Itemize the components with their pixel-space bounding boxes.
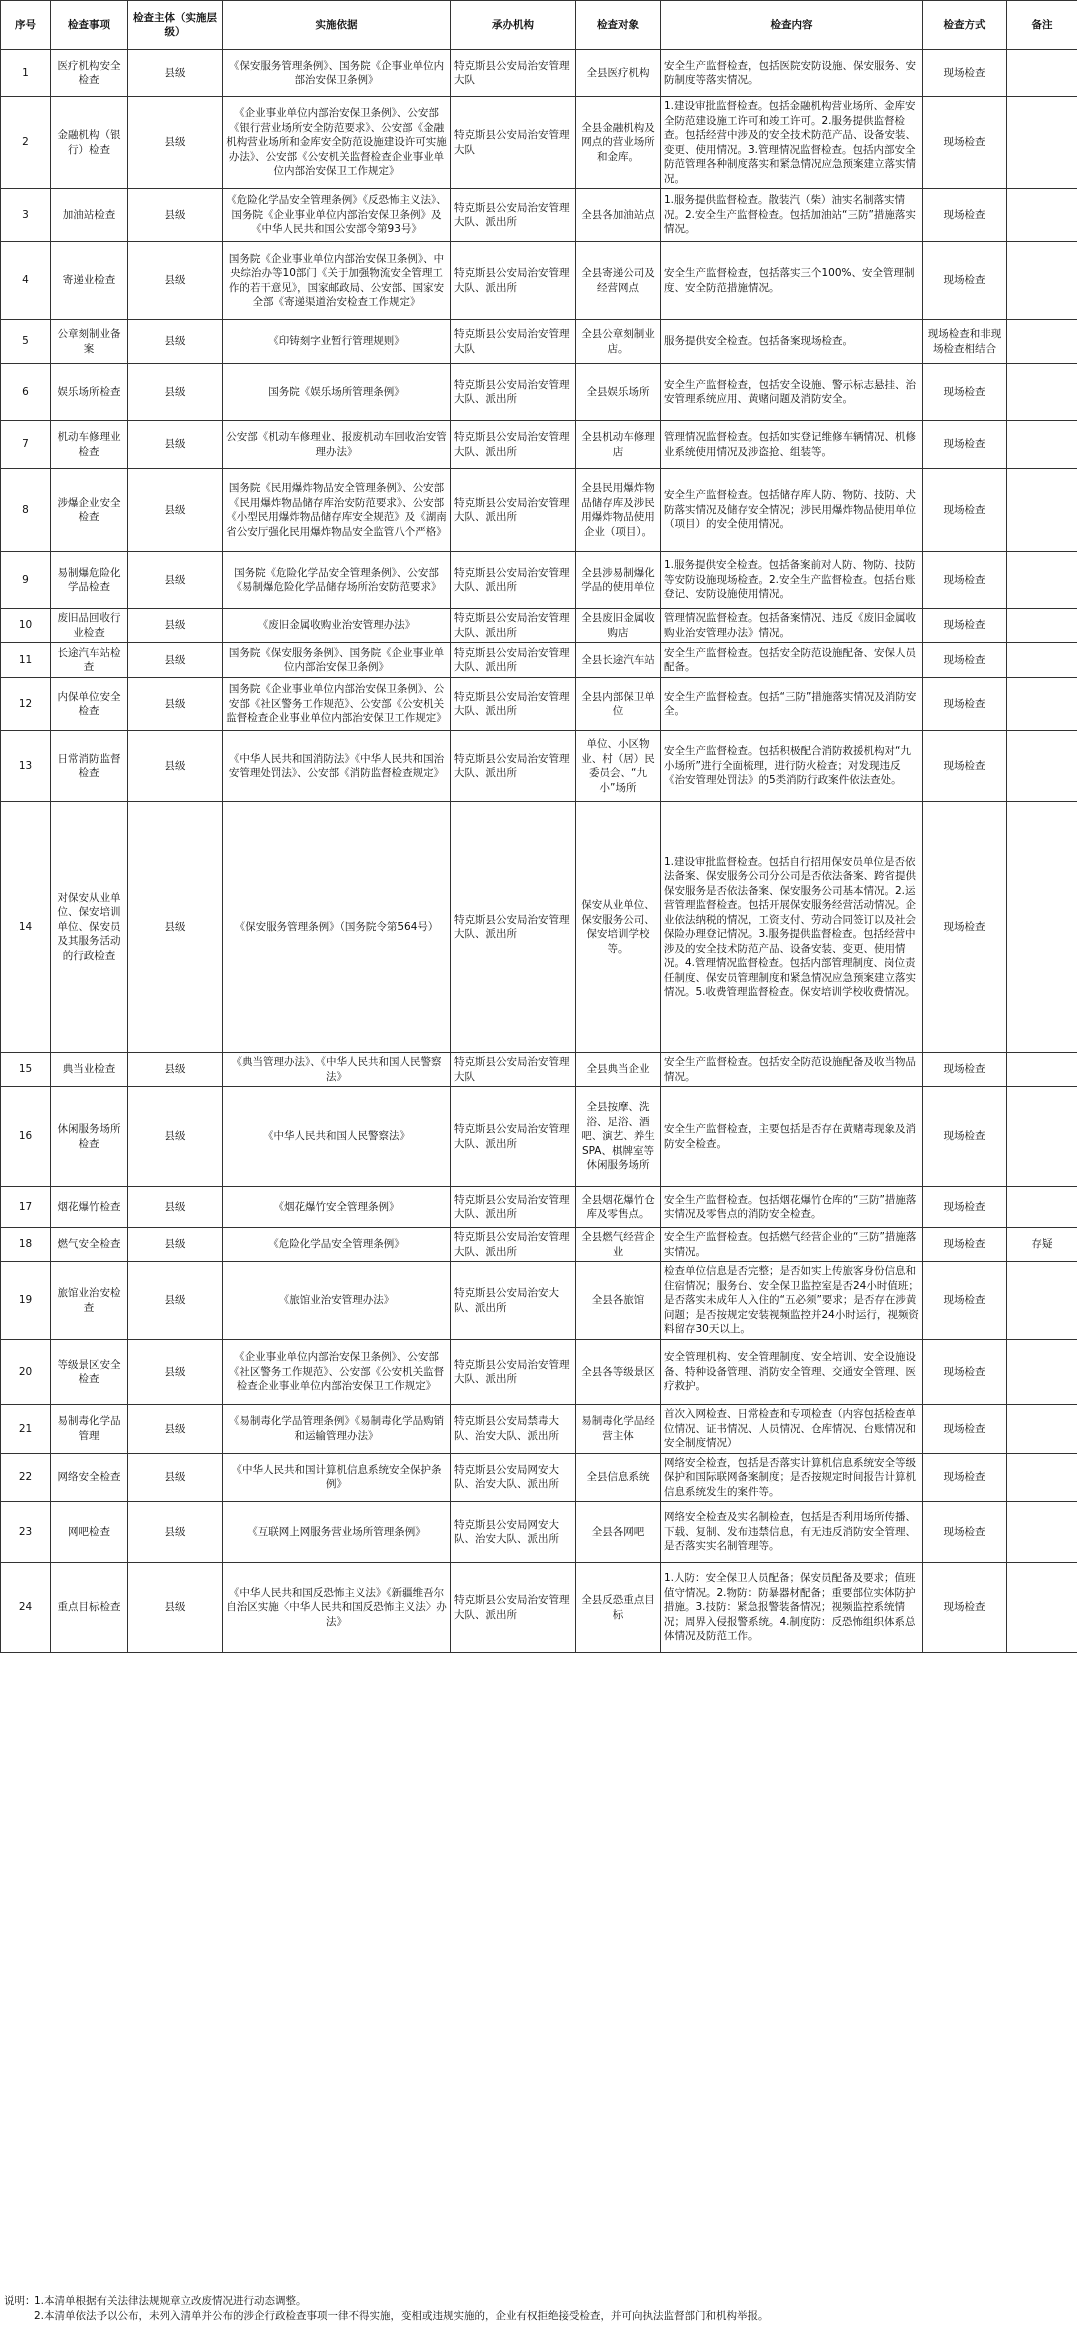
- row-no: 24: [1, 1563, 51, 1653]
- row-item: 易制毒化学品管理: [51, 1405, 128, 1454]
- row-level: 县级: [128, 1228, 223, 1262]
- row-item: 烟花爆竹检查: [51, 1187, 128, 1228]
- row-level: 县级: [128, 50, 223, 97]
- row-note: [1007, 242, 1077, 320]
- row-target: 全县民用爆炸物品储存库及涉民用爆炸物品使用企业（项目）。: [576, 469, 661, 552]
- table-row: [1, 97, 1077, 189]
- row-note: [1007, 1053, 1077, 1087]
- row-item: 重点目标检查: [51, 1563, 128, 1653]
- row-level: 县级: [128, 364, 223, 421]
- row-target: 全县金融机构及网点的营业场所和金库。: [576, 97, 661, 189]
- row-target: 易制毒化学品经营主体: [576, 1405, 661, 1454]
- row-note: [1007, 97, 1077, 189]
- row-target: 全县典当企业: [576, 1053, 661, 1087]
- row-content: 网络安全检查及实名制检查，包括是否利用场所传播、下载、复制、发布违禁信息，有无违反消防安全管理、是否落实实名制管理等。: [661, 1502, 923, 1563]
- row-level: 县级: [128, 189, 223, 242]
- row-no: 14: [1, 802, 51, 1053]
- row-item: 娱乐场所检查: [51, 364, 128, 421]
- row-level: 县级: [128, 643, 223, 678]
- row-target: 全县长途汽车站: [576, 643, 661, 678]
- row-content: 1.服务提供监督检查。散装汽（柴）油实名制落实情况。2.安全生产监督检查。包括加油站“三防”措施落实情况。: [661, 189, 923, 242]
- row-method: 现场检查: [923, 50, 1007, 97]
- table-row: [1, 50, 1077, 97]
- row-org: 特克斯县公安局治安管理大队、派出所: [451, 242, 576, 320]
- row-org: 特克斯县公安局治安管理大队、派出所: [451, 802, 576, 1053]
- row-content: 安全生产监督检查，包括落实三个100%、安全管理制度、安全防范措施情况。: [661, 242, 923, 320]
- row-target: 全县涉易制爆化学品的使用单位: [576, 552, 661, 609]
- row-basis: 公安部《机动车修理业、报废机动车回收治安管理办法》: [223, 421, 451, 469]
- row-basis: 《互联网上网服务营业场所管理条例》: [223, 1502, 451, 1563]
- row-content: 服务提供安全检查。包括备案现场检查。: [661, 320, 923, 364]
- table-row: [1, 1405, 1077, 1454]
- table-row: [1, 1087, 1077, 1187]
- row-content: 安全生产监督检查。包括烟花爆竹仓库的“三防”措施落实情况及零售点的消防安全检查。: [661, 1187, 923, 1228]
- table-row: [1, 678, 1077, 731]
- header-note: 备注: [1007, 1, 1077, 50]
- row-note: [1007, 1187, 1077, 1228]
- row-basis: 《旅馆业治安管理办法》: [223, 1262, 451, 1340]
- row-method: 现场检查: [923, 1262, 1007, 1340]
- row-basis: 《中华人民共和国人民警察法》: [223, 1087, 451, 1187]
- row-level: 县级: [128, 678, 223, 731]
- row-target: 保安从业单位、保安服务公司、保安培训学校等。: [576, 802, 661, 1053]
- row-level: 县级: [128, 1262, 223, 1340]
- table-row: [1, 189, 1077, 242]
- row-org: 特克斯县公安局治安管理大队、派出所: [451, 189, 576, 242]
- row-target: 全县医疗机构: [576, 50, 661, 97]
- row-no: 9: [1, 552, 51, 609]
- row-basis: 国务院《保安服务条例》、国务院《企业事业单位内部治安保卫条例》: [223, 643, 451, 678]
- row-basis: 国务院《危险化学品安全管理条例》、公安部《易制爆危险化学品储存场所治安防范要求》: [223, 552, 451, 609]
- row-content: 管理情况监督检查。包括备案情况、违反《废旧金属收购业治安管理办法》情况。: [661, 609, 923, 643]
- header-target: 检查对象: [576, 1, 661, 50]
- row-content: 1.人防：安全保卫人员配备；保安员配备及要求；值班值守情况。2.物防：防暴器材配备；重要部位实体防护措施。3.技防：紧急报警装备情况；视频监控系统情况；周界入侵报警系统。4.制度防：反恐怖组织体系总体情况及防范工作。: [661, 1563, 923, 1653]
- table-row: [1, 469, 1077, 552]
- table-row: [1, 1502, 1077, 1563]
- row-note: [1007, 802, 1077, 1053]
- row-method: 现场检查: [923, 802, 1007, 1053]
- row-note: [1007, 1502, 1077, 1563]
- row-note: [1007, 731, 1077, 802]
- row-basis: 《中华人民共和国消防法》《中华人民共和国治安管理处罚法》、公安部《消防监督检查规定》: [223, 731, 451, 802]
- row-note: [1007, 643, 1077, 678]
- row-target: 全县内部保卫单位: [576, 678, 661, 731]
- table-row: [1, 802, 1077, 1053]
- row-content: 1.服务提供安全检查。包括备案前对人防、物防、技防等安防设施现场检查。2.安全生产监督检查。包括台账登记、安防设施使用情况。: [661, 552, 923, 609]
- row-method: 现场检查: [923, 1340, 1007, 1405]
- row-org: 特克斯县公安局治安管理大队、派出所: [451, 469, 576, 552]
- row-level: 县级: [128, 1563, 223, 1653]
- row-item: 典当业检查: [51, 1053, 128, 1087]
- row-item: 加油站检查: [51, 189, 128, 242]
- row-basis: 国务院《企业事业单位内部治安保卫条例》、中央综治办等10部门《关于加强物流安全管理工作的若干意见》，国家邮政局、公安部、国家安全部《寄递渠道治安检查工作规定》: [223, 242, 451, 320]
- row-level: 县级: [128, 469, 223, 552]
- row-no: 20: [1, 1340, 51, 1405]
- row-note: [1007, 609, 1077, 643]
- row-content: 1.建设审批监督检查。包括金融机构营业场所、金库安全防范建设施工许可和竣工许可。2.服务提供监督检查。包括经营中涉及的安全技术防范产品、设备安装、变更、使用情况。3.管理情况监督检查。包括内部安全防范管理各种制度落实和紧急情况应急预案建立落实情况。: [661, 97, 923, 189]
- row-method: 现场检查: [923, 364, 1007, 421]
- row-item: 内保单位安全检查: [51, 678, 128, 731]
- header-basis: 实施依据: [223, 1, 451, 50]
- row-method: 现场检查: [923, 1228, 1007, 1262]
- note-row: [4, 2294, 1074, 2309]
- row-item: 长途汽车站检查: [51, 643, 128, 678]
- row-level: 县级: [128, 97, 223, 189]
- row-item: 休闲服务场所检查: [51, 1087, 128, 1187]
- row-method: 现场检查: [923, 1053, 1007, 1087]
- row-note: [1007, 469, 1077, 552]
- row-method: 现场检查: [923, 1563, 1007, 1653]
- row-org: 特克斯县公安局治安管理大队、派出所: [451, 364, 576, 421]
- row-item: 等级景区安全检查: [51, 1340, 128, 1405]
- row-method: 现场检查: [923, 1502, 1007, 1563]
- row-item: 公章刻制业备案: [51, 320, 128, 364]
- row-basis: 《企业事业单位内部治安保卫条例》、公安部《社区警务工作规范》、公安部《公安机关监督检查企业事业单位内部治安保卫工作规定》: [223, 1340, 451, 1405]
- row-method: 现场检查: [923, 469, 1007, 552]
- row-item: 网络安全检查: [51, 1453, 128, 1502]
- row-content: 1.建设审批监督检查。包括自行招用保安员单位是否依法备案、保安服务公司分公司是否依法备案、跨省提供保安服务是否依法备案、保安服务公司基本情况。2.运营管理监督检查。包括开展保安服务经营活动情况。企业依法纳税的情况，工资支付、劳动合同签订以及社会保险办理登记情况。3.服务提供监督检查。包括经营中涉及的安全技术防范产品、设备安装、变更、使用情况。4.管理情况监督检查。包括内部管理制度、岗位责任制度、保安员管理制度和紧急情况应急预案建立落实情况。5.收费管理监督检查。保安培训学校收费情况。: [661, 802, 923, 1053]
- notes-label: 说明：: [4, 2295, 36, 2307]
- row-basis: 《易制毒化学品管理条例》《易制毒化学品购销和运输管理办法》: [223, 1405, 451, 1454]
- row-basis: 《烟花爆竹安全管理条例》: [223, 1187, 451, 1228]
- row-target: 全县按摩、洗浴、足浴、酒吧、演艺、养生SPA、棋牌室等休闲服务场所: [576, 1087, 661, 1187]
- row-no: 16: [1, 1087, 51, 1187]
- row-note: [1007, 364, 1077, 421]
- row-content: 安全生产监督检查。包括燃气经营企业的“三防”措施落实情况。: [661, 1228, 923, 1262]
- row-target: 全县机动车修理店: [576, 421, 661, 469]
- header-org: 承办机构: [451, 1, 576, 50]
- row-note: [1007, 1087, 1077, 1187]
- row-org: 特克斯县公安局治安管理大队: [451, 97, 576, 189]
- row-level: 县级: [128, 552, 223, 609]
- row-no: 3: [1, 189, 51, 242]
- table-row: [1, 242, 1077, 320]
- table-row: [1, 320, 1077, 364]
- row-basis: 《危险化学品安全管理条例》《反恐怖主义法》、国务院《企业事业单位内部治安保卫条例》及《中华人民共和国公安部令第93号》: [223, 189, 451, 242]
- table-row: [1, 1453, 1077, 1502]
- header-no: 序号: [1, 1, 51, 50]
- table-row: [1, 421, 1077, 469]
- header-item: 检查事项: [51, 1, 128, 50]
- row-note: [1007, 421, 1077, 469]
- row-target: 全县各旅馆: [576, 1262, 661, 1340]
- row-no: 6: [1, 364, 51, 421]
- row-content: 安全生产监督检查。包括积极配合消防救援机构对“九小场所”进行全面梳理，进行防火检查；对发现违反《治安管理处罚法》的5类消防行政案件依法查处。: [661, 731, 923, 802]
- row-org: 特克斯县公安局治安管理大队: [451, 1053, 576, 1087]
- row-no: 5: [1, 320, 51, 364]
- row-method: 现场检查: [923, 678, 1007, 731]
- row-org: 特克斯县公安局治安管理大队、派出所: [451, 1187, 576, 1228]
- row-no: 10: [1, 609, 51, 643]
- row-level: 县级: [128, 1340, 223, 1405]
- row-method: 现场检查和非现场检查相结合: [923, 320, 1007, 364]
- row-target: 单位、小区物业、村（居）民委员会、“九小”场所: [576, 731, 661, 802]
- row-item: 易制爆危险化学品检查: [51, 552, 128, 609]
- row-basis: 国务院《企业事业单位内部治安保卫条例》、公安部《社区警务工作规范》、公安部《公安机关监督检查企业事业单位内部治安保卫工作规定》: [223, 678, 451, 731]
- row-item: 燃气安全检查: [51, 1228, 128, 1262]
- row-note: [1007, 552, 1077, 609]
- row-no: 18: [1, 1228, 51, 1262]
- row-level: 县级: [128, 421, 223, 469]
- row-org: 特克斯县公安局治安管理大队、派出所: [451, 609, 576, 643]
- row-no: 21: [1, 1405, 51, 1454]
- note-line: 2.本清单依法予以公布，未列入清单并公布的涉企行政检查事项一律不得实施，变相或违规实施的，企业有权拒绝接受检查，并可向执法监督部门和机构举报。: [34, 2310, 769, 2322]
- row-method: 现场检查: [923, 421, 1007, 469]
- row-org: 特克斯县公安局治安管理大队、派出所: [451, 421, 576, 469]
- row-method: 现场检查: [923, 552, 1007, 609]
- row-no: 11: [1, 643, 51, 678]
- row-level: 县级: [128, 1053, 223, 1087]
- row-basis: 《企业事业单位内部治安保卫条例》、公安部《银行营业场所安全防范要求》、公安部《金融机构营业场所和金库安全防范设施建设许可实施办法》、公安部《公安机关监督检查企业事业单位内部治安保卫工作规定》: [223, 97, 451, 189]
- row-method: 现场检查: [923, 242, 1007, 320]
- row-content: 安全管理机构、安全管理制度、安全培训、安全设施设备、特种设备管理、消防安全管理、交通安全管理、医疗救护。: [661, 1340, 923, 1405]
- row-basis: 国务院《娱乐场所管理条例》: [223, 364, 451, 421]
- row-method: 现场检查: [923, 731, 1007, 802]
- table-row: [1, 1340, 1077, 1405]
- row-content: 安全生产监督检查，包括医院安防设施、保安服务、安防制度等落实情况。: [661, 50, 923, 97]
- row-content: 检查单位信息是否完整；是否如实上传旅客身份信息和住宿情况；服务台、安全保卫监控室是否24小时值班；是否落实未成年人入住的“五必须”要求；是否存在涉黄问题；是否按规定安装视频监控并24小时运行，视频资料留存30天以上。: [661, 1262, 923, 1340]
- row-org: 特克斯县公安局网安大队、治安大队、派出所: [451, 1502, 576, 1563]
- row-item: 旅馆业治安检查: [51, 1262, 128, 1340]
- row-note: [1007, 189, 1077, 242]
- row-org: 特克斯县公安局治安管理大队、派出所: [451, 678, 576, 731]
- row-content: 首次入网检查、日常检查和专项检查（内容包括检查单位情况、证书情况、人员情况、仓库情况、台账情况和安全制度情况）: [661, 1405, 923, 1454]
- row-content: 安全生产监督检查，主要包括是否存在黄赌毒现象及消防安全检查。: [661, 1087, 923, 1187]
- row-no: 2: [1, 97, 51, 189]
- table-row: [1, 1187, 1077, 1228]
- row-level: 县级: [128, 1502, 223, 1563]
- notes: [4, 2294, 1074, 2324]
- note-row: [4, 2309, 1074, 2324]
- header-content: 检查内容: [661, 1, 923, 50]
- row-item: 网吧检查: [51, 1502, 128, 1563]
- row-basis: 国务院《民用爆炸物品安全管理条例》、公安部《民用爆炸物品储存库治安防范要求》、公安部《小型民用爆炸物品储存库安全规范》及《湖南省公安厅强化民用爆炸物品安全监管八个严格》: [223, 469, 451, 552]
- row-method: 现场检查: [923, 1087, 1007, 1187]
- row-target: 全县反恐重点目标: [576, 1563, 661, 1653]
- row-level: 县级: [128, 1453, 223, 1502]
- row-org: 特克斯县公安局治安管理大队、派出所: [451, 552, 576, 609]
- row-item: 金融机构（银行）检查: [51, 97, 128, 189]
- row-basis: 《危险化学品安全管理条例》: [223, 1228, 451, 1262]
- row-level: 县级: [128, 320, 223, 364]
- row-target: 全县娱乐场所: [576, 364, 661, 421]
- row-content: 管理情况监督检查。包括如实登记维修车辆情况、机修业系统使用情况及涉盗抢、组装等。: [661, 421, 923, 469]
- row-basis: 《保安服务管理条例》、国务院《企事业单位内部治安保卫条例》: [223, 50, 451, 97]
- table-row: [1, 1563, 1077, 1653]
- row-no: 17: [1, 1187, 51, 1228]
- row-no: 4: [1, 242, 51, 320]
- row-org: 特克斯县公安局治安管理大队: [451, 50, 576, 97]
- row-no: 19: [1, 1262, 51, 1340]
- note-line: 1.本清单根据有关法律法规规章立改废情况进行动态调整。: [34, 2295, 307, 2307]
- row-level: 县级: [128, 1405, 223, 1454]
- row-level: 县级: [128, 609, 223, 643]
- row-note: [1007, 1453, 1077, 1502]
- row-no: 1: [1, 50, 51, 97]
- row-target: 全县公章刻制业店。: [576, 320, 661, 364]
- row-item: 涉爆企业安全检查: [51, 469, 128, 552]
- row-item: 对保安从业单位、保安培训单位、保安员及其服务活动的行政检查: [51, 802, 128, 1053]
- row-content: 安全生产监督检查。包括安全防范设施配备及收当物品情况。: [661, 1053, 923, 1087]
- row-org: 特克斯县公安局治安管理大队、派出所: [451, 1340, 576, 1405]
- row-content: 网络安全检查，包括是否落实计算机信息系统安全等级保护和国际联网备案制度；是否按规定时间报告计算机信息系统发生的案件等。: [661, 1453, 923, 1502]
- row-note: [1007, 1340, 1077, 1405]
- table-row: [1, 1228, 1077, 1262]
- row-item: 寄递业检查: [51, 242, 128, 320]
- row-no: 22: [1, 1453, 51, 1502]
- row-basis: 《中华人民共和国计算机信息系统安全保护条例》: [223, 1453, 451, 1502]
- row-no: 12: [1, 678, 51, 731]
- row-content: 安全生产监督检查。包括安全防范设施配备、安保人员配备。: [661, 643, 923, 678]
- row-target: 全县燃气经营企业: [576, 1228, 661, 1262]
- row-method: 现场检查: [923, 609, 1007, 643]
- row-basis: 《典当管理办法》、《中华人民共和国人民警察法》: [223, 1053, 451, 1087]
- row-target: 全县各加油站点: [576, 189, 661, 242]
- row-no: 7: [1, 421, 51, 469]
- row-level: 县级: [128, 242, 223, 320]
- table-row: [1, 364, 1077, 421]
- row-org: 特克斯县公安局网安大队、治安大队、派出所: [451, 1453, 576, 1502]
- table-row: [1, 609, 1077, 643]
- row-content: 安全生产监督检查。包括储存库人防、物防、技防、犬防落实情况及储存安全情况；涉民用爆炸物品使用单位（项目）的安全使用情况。: [661, 469, 923, 552]
- row-org: 特克斯县公安局治安管理大队、派出所: [451, 643, 576, 678]
- row-target: 全县各网吧: [576, 1502, 661, 1563]
- row-method: 现场检查: [923, 1405, 1007, 1454]
- table-row: [1, 1053, 1077, 1087]
- row-org: 特克斯县公安局治安大队、派出所: [451, 1262, 576, 1340]
- row-basis: 《中华人民共和国反恐怖主义法》《新疆维吾尔自治区实施〈中华人民共和国反恐怖主义法〉办法》: [223, 1563, 451, 1653]
- row-no: 13: [1, 731, 51, 802]
- table-body: [1, 50, 1077, 1653]
- table-row: [1, 643, 1077, 678]
- table-row: [1, 731, 1077, 802]
- row-no: 15: [1, 1053, 51, 1087]
- row-org: 特克斯县公安局治安管理大队、派出所: [451, 1563, 576, 1653]
- header-method: 检查方式: [923, 1, 1007, 50]
- row-level: 县级: [128, 731, 223, 802]
- row-item: 医疗机构安全检查: [51, 50, 128, 97]
- header-row: [1, 1, 1077, 50]
- row-target: 全县废旧金属收购店: [576, 609, 661, 643]
- row-basis: 《废旧金属收购业治安管理办法》: [223, 609, 451, 643]
- row-note: [1007, 1262, 1077, 1340]
- row-org: 特克斯县公安局治安管理大队: [451, 320, 576, 364]
- row-note: [1007, 678, 1077, 731]
- row-item: 日常消防监督检查: [51, 731, 128, 802]
- row-no: 23: [1, 1502, 51, 1563]
- row-target: 全县各等级景区: [576, 1340, 661, 1405]
- row-level: 县级: [128, 1087, 223, 1187]
- row-org: 特克斯县公安局治安管理大队、派出所: [451, 1228, 576, 1262]
- row-item: 废旧品回收行业检查: [51, 609, 128, 643]
- row-org: 特克斯县公安局禁毒大队、治安大队、派出所: [451, 1405, 576, 1454]
- row-method: 现场检查: [923, 189, 1007, 242]
- row-method: 现场检查: [923, 1187, 1007, 1228]
- row-content: 安全生产监督检查，包括安全设施、警示标志悬挂、治安管理系统应用、黄赌问题及消防安全。: [661, 364, 923, 421]
- row-note: 存疑: [1007, 1228, 1077, 1262]
- row-note: [1007, 320, 1077, 364]
- row-target: 全县信息系统: [576, 1453, 661, 1502]
- row-level: 县级: [128, 1187, 223, 1228]
- row-level: 县级: [128, 802, 223, 1053]
- row-target: 全县烟花爆竹仓库及零售点。: [576, 1187, 661, 1228]
- row-note: [1007, 1563, 1077, 1653]
- header-level: 检查主体（实施层级）: [128, 1, 223, 50]
- row-method: 现场检查: [923, 643, 1007, 678]
- row-note: [1007, 1405, 1077, 1454]
- row-basis: 《保安服务管理条例》（国务院令第564号）: [223, 802, 451, 1053]
- row-content: 安全生产监督检查。包括“三防”措施落实情况及消防安全。: [661, 678, 923, 731]
- row-target: 全县寄递公司及经营网点: [576, 242, 661, 320]
- table-row: [1, 552, 1077, 609]
- row-item: 机动车修理业检查: [51, 421, 128, 469]
- row-note: [1007, 50, 1077, 97]
- table-row: [1, 1262, 1077, 1340]
- row-basis: 《印铸刻字业暂行管理规则》: [223, 320, 451, 364]
- row-method: 现场检查: [923, 1453, 1007, 1502]
- row-no: 8: [1, 469, 51, 552]
- row-method: 现场检查: [923, 97, 1007, 189]
- row-org: 特克斯县公安局治安管理大队、派出所: [451, 1087, 576, 1187]
- row-org: 特克斯县公安局治安管理大队、派出所: [451, 731, 576, 802]
